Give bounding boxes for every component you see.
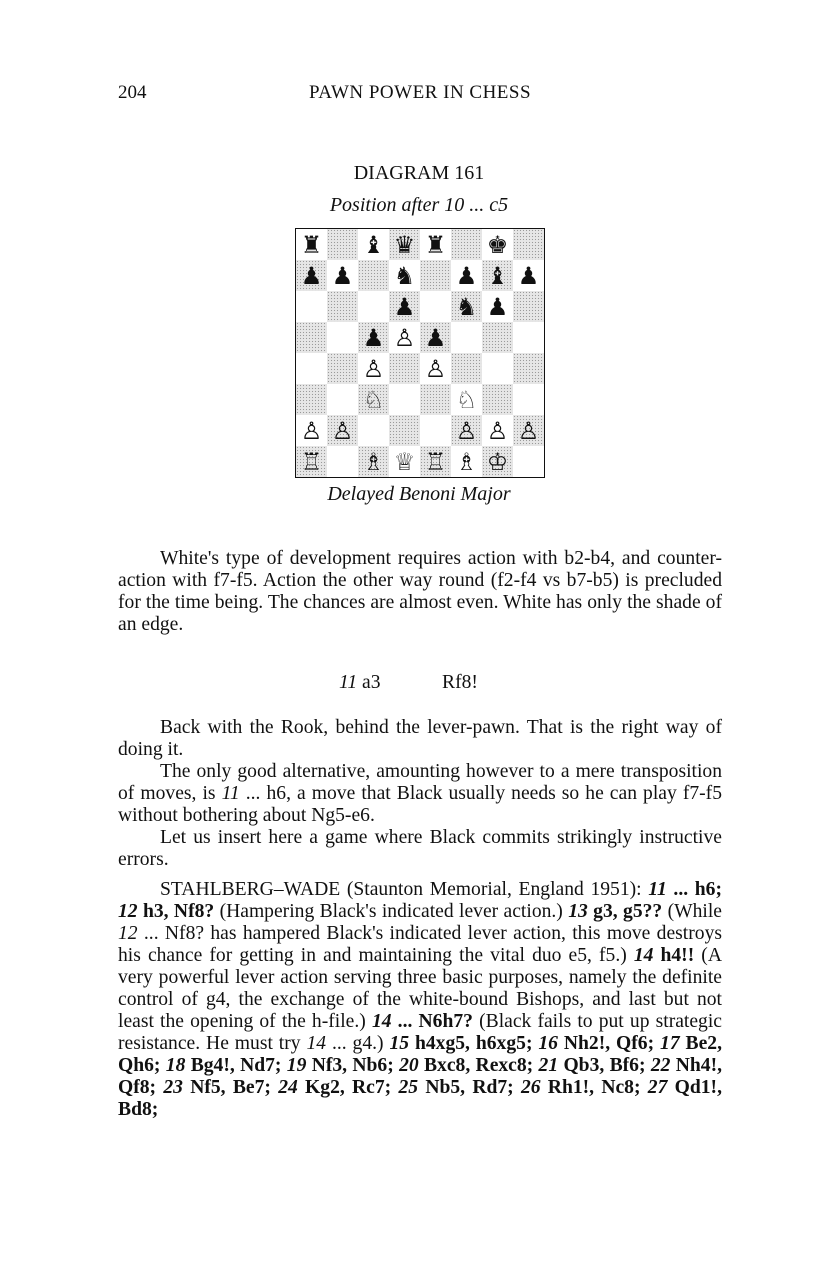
annotation: ... Nf8? has hampered Black's indicated lever action, this move destroys his chance for getting in and maintaining the vital duo e5, f5.) — [118, 923, 722, 966]
square-f3: ♘ — [451, 384, 482, 415]
square-f4 — [451, 353, 482, 384]
square-h5 — [513, 322, 544, 353]
square-g2: ♙ — [482, 415, 513, 446]
square-b8 — [327, 229, 358, 260]
square-a1: ♖ — [296, 446, 327, 477]
move-number: 19 — [286, 1055, 307, 1076]
square-h7: ♟ — [513, 260, 544, 291]
chess-board — [295, 228, 545, 478]
square-f6: ♞ — [451, 291, 482, 322]
square-b1 — [327, 446, 358, 477]
move-text: h4!! — [653, 945, 695, 966]
page-number: 204 — [118, 82, 147, 103]
square-c4: ♙ — [358, 353, 389, 384]
square-d4 — [389, 353, 420, 384]
move-number: 27 — [647, 1077, 668, 1098]
move-number: 17 — [660, 1033, 680, 1054]
move-number: 12 — [118, 901, 138, 922]
move-number: 11 — [221, 783, 240, 804]
square-c7 — [358, 260, 389, 291]
square-e3 — [420, 384, 451, 415]
square-f7: ♟ — [451, 260, 482, 291]
diagram-title: DIAGRAM 161 — [353, 162, 485, 184]
square-b4 — [327, 353, 358, 384]
square-a7: ♟ — [296, 260, 327, 291]
move-text: Bxc8, Rexc8; — [418, 1055, 539, 1076]
move-number: 24 — [278, 1077, 298, 1098]
square-d8: ♛ — [389, 229, 420, 260]
game-intro: STAHLBERG–WADE (Staunton Memorial, England 1951): — [160, 879, 642, 900]
square-g3 — [482, 384, 513, 415]
body-text-block-1 — [118, 548, 722, 636]
annotation: (While — [662, 901, 722, 922]
move-number: 26 — [520, 1077, 541, 1098]
square-a8: ♜ — [296, 229, 327, 260]
paragraph-game — [118, 879, 722, 1121]
square-h1 — [513, 446, 544, 477]
move-text: h4xg5, h6xg5; — [409, 1033, 539, 1054]
running-head: PAWN POWER IN CHESS — [308, 82, 532, 103]
move-number: 12 — [118, 923, 138, 944]
square-b7: ♟ — [327, 260, 358, 291]
paragraph-insert-game: Let us insert here a game where Black commits strikingly instructive errors. — [118, 827, 722, 870]
square-e6 — [420, 291, 451, 322]
move-number: 16 — [538, 1033, 558, 1054]
annotation: (Hampering Black's indicated lever action.) — [214, 901, 569, 922]
square-c5: ♟ — [358, 322, 389, 353]
page-header — [118, 82, 722, 106]
square-e5: ♟ — [420, 322, 451, 353]
square-e2 — [420, 415, 451, 446]
square-c8: ♝ — [358, 229, 389, 260]
square-g5 — [482, 322, 513, 353]
move-text: Nf3, Nb6; — [306, 1055, 400, 1076]
move-number: 22 — [650, 1055, 671, 1076]
square-d2 — [389, 415, 420, 446]
square-a2: ♙ — [296, 415, 327, 446]
square-f8 — [451, 229, 482, 260]
square-h6 — [513, 291, 544, 322]
move-text: Kg2, Rc7; — [297, 1077, 399, 1098]
text-span: ... h6 — [239, 783, 287, 804]
move-number: 11 — [339, 672, 358, 693]
square-h2: ♙ — [513, 415, 544, 446]
square-e4: ♙ — [420, 353, 451, 384]
square-h4 — [513, 353, 544, 384]
move-text: ... N6h7? — [391, 1011, 473, 1032]
square-h8 — [513, 229, 544, 260]
move-text: Nf5, Be7; — [182, 1077, 279, 1098]
square-g4 — [482, 353, 513, 384]
move-11-white — [339, 672, 381, 694]
square-d6: ♟ — [389, 291, 420, 322]
move-number: 21 — [538, 1055, 559, 1076]
annotation: (A very powerful lever action serving three basic purposes, namely the definite control of g4, the exchange of the white-bound Bishops, and last but not least the opening of the h-file.) — [118, 945, 722, 1032]
move-number: 14 — [633, 945, 654, 966]
move-text: Rh1!, Nc8; — [540, 1077, 648, 1098]
square-g8: ♚ — [482, 229, 513, 260]
paragraph-development: White's type of development requires action with b2-b4, and counter-action with f7-f5. Action the other way round (f2-f4 vs b7-b5) is precluded for the time being. The chances are almost even. White has only the shade of an edge. — [118, 548, 722, 635]
square-h3 — [513, 384, 544, 415]
square-f2: ♙ — [451, 415, 482, 446]
square-c3: ♘ — [358, 384, 389, 415]
square-c6 — [358, 291, 389, 322]
square-b5 — [327, 322, 358, 353]
move-number: 11 — [648, 879, 667, 900]
move-text: Nb5, Rd7; — [418, 1077, 521, 1098]
move-text: ... h6; — [666, 879, 722, 900]
move-text: Qd1!, Bd8; — [118, 1077, 722, 1120]
text-span: The only good alternative, amounting however to a mere transposition of moves, is — [118, 761, 722, 804]
square-b2: ♙ — [327, 415, 358, 446]
move-number: 25 — [398, 1077, 419, 1098]
square-d5: ♙ — [389, 322, 420, 353]
move-text: Qb3, Bf6; — [558, 1055, 651, 1076]
game-text-block — [118, 879, 722, 1121]
move-text: h3, Nf8? — [137, 901, 215, 922]
move-number: 23 — [163, 1077, 183, 1098]
move-number: 14 — [306, 1033, 327, 1054]
square-a5 — [296, 322, 327, 353]
diagram-label: Delayed Benoni Major — [327, 483, 511, 505]
square-d1: ♕ — [389, 446, 420, 477]
move-text: Be2, Qh6; — [118, 1033, 722, 1076]
square-b3 — [327, 384, 358, 415]
square-a6 — [296, 291, 327, 322]
paragraph-rook: Back with the Rook, behind the lever-pawn. That is the right way of doing it. — [118, 717, 722, 760]
move-11-black: Rf8! — [442, 672, 478, 693]
move-text: Nh4!, Qf8; — [118, 1055, 723, 1098]
move-text: g3, g5?? — [587, 901, 663, 922]
move-number: 18 — [165, 1055, 186, 1076]
square-f5 — [451, 322, 482, 353]
square-e7 — [420, 260, 451, 291]
square-c2 — [358, 415, 389, 446]
text-span: , a move that Black usually needs so he can play f7-f5 without bothering about Ng5-e6. — [118, 783, 722, 826]
square-g6: ♟ — [482, 291, 513, 322]
square-a4 — [296, 353, 327, 384]
white-move: a3 — [362, 672, 381, 693]
move-number: 20 — [399, 1055, 419, 1076]
move-text: Bg4!, Nd7; — [185, 1055, 287, 1076]
square-d7: ♞ — [389, 260, 420, 291]
move-number: 13 — [568, 901, 588, 922]
body-text-block-2 — [118, 717, 722, 871]
square-g7: ♝ — [482, 260, 513, 291]
annotation: ... g4.) — [326, 1033, 390, 1054]
square-e8: ♜ — [420, 229, 451, 260]
paragraph-alternative — [118, 761, 722, 827]
move-text: Nh2!, Qf6; — [557, 1033, 661, 1054]
square-b6 — [327, 291, 358, 322]
move-number: 15 — [389, 1033, 410, 1054]
square-f1: ♗ — [451, 446, 482, 477]
square-g1: ♔ — [482, 446, 513, 477]
move-number: 14 — [371, 1011, 392, 1032]
square-a3 — [296, 384, 327, 415]
square-c1: ♗ — [358, 446, 389, 477]
annotation: (Black fails to put up strategic resistance. He must try — [118, 1011, 722, 1054]
diagram-caption: Position after 10 ... c5 — [329, 194, 509, 216]
square-d3 — [389, 384, 420, 415]
square-e1: ♖ — [420, 446, 451, 477]
